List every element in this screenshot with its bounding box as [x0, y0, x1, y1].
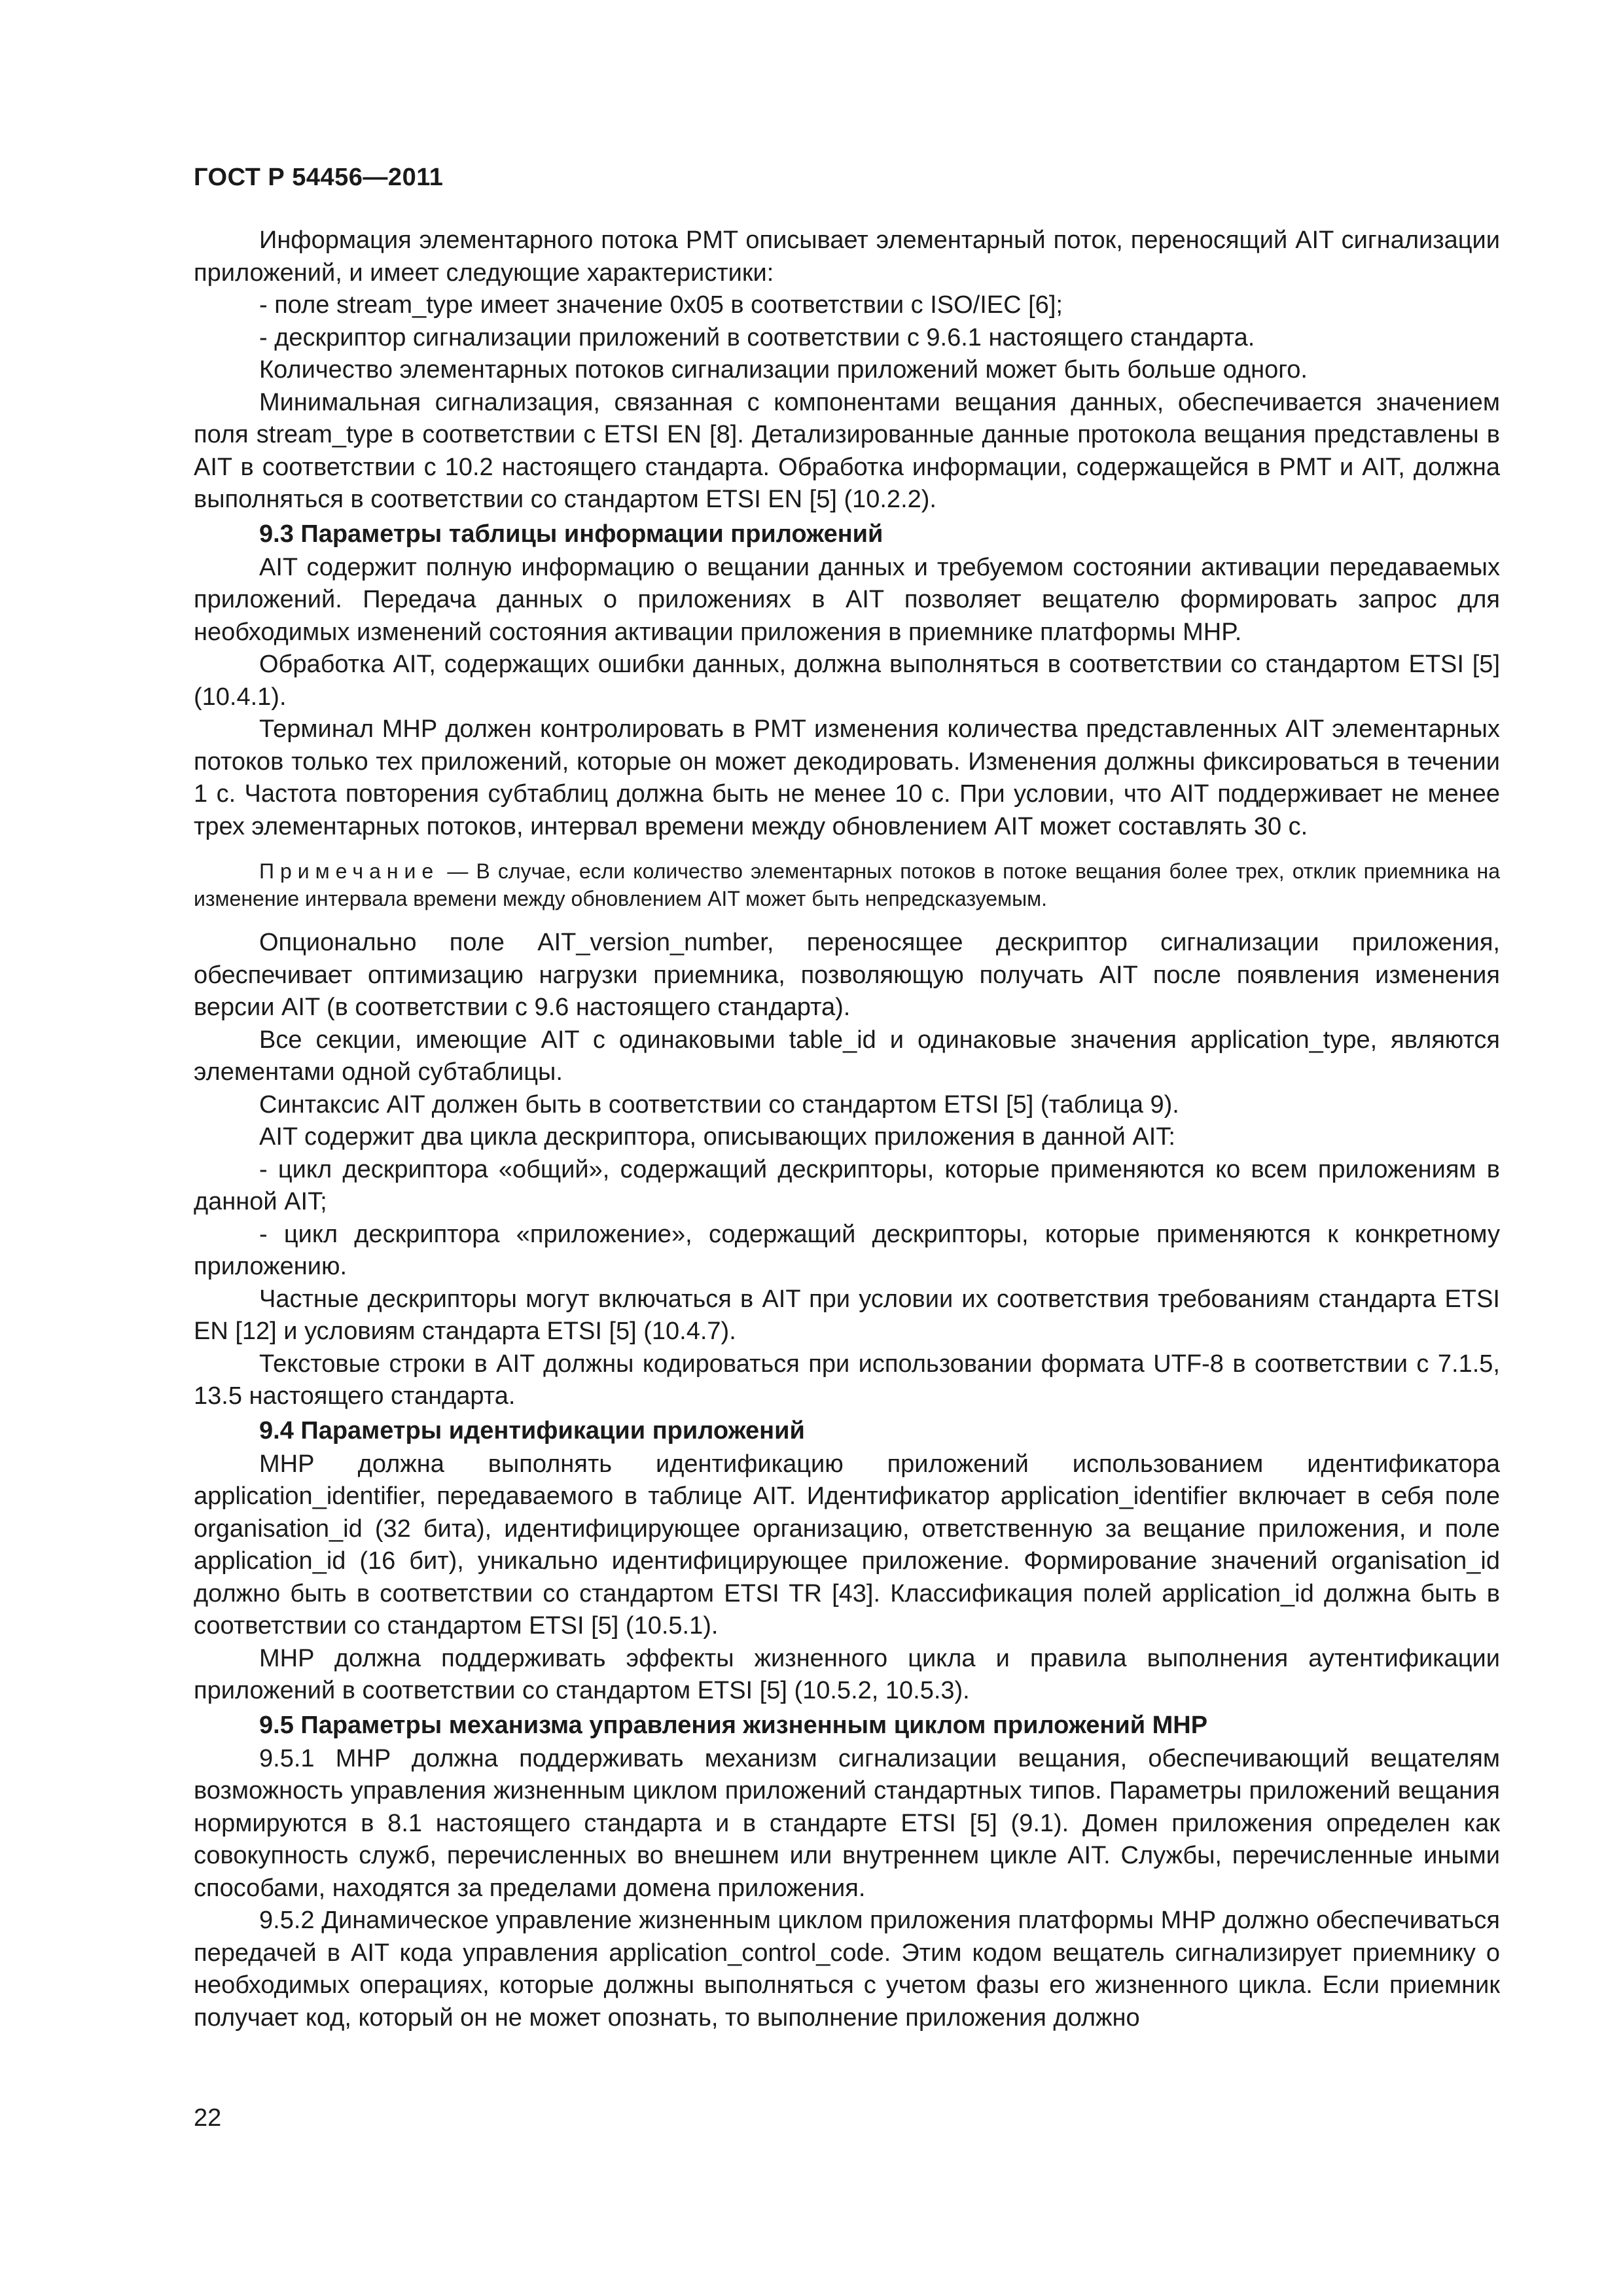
list-item: - дескриптор сигнализации приложений в соответствии с 9.6.1 настоящего стандарта.	[259, 323, 1255, 351]
paragraph: Информация элементарного потока PMT описывает элементарный поток, переносящий AIT сигнализации приложений, и имеет следующие характеристики:	[194, 226, 1500, 287]
note	[194, 857, 1500, 912]
list-item: - цикл дескриптора «общий», содержащий дескрипторы, которые применяются ко всем приложениям в данной AIT;	[194, 1155, 1500, 1215]
section-heading-9-4: 9.4 Параметры идентификации приложений	[259, 1416, 805, 1444]
paragraph: Опционально поле AIT_version_number, переносящее дескриптор сигнализации приложения, обеспечивает оптимизацию нагрузки приемника, позволяющую получать AIT после появления изменения версии AIT (в соответствии с 9.6 настоящего стандарта).	[194, 929, 1500, 1021]
note-label: Примечание	[259, 859, 440, 883]
paragraph: Текстовые строки в AIT должны кодироваться при использовании формата UTF-8 в соответствии с 7.1.5, 13.5 настоящего стандарта.	[194, 1350, 1500, 1410]
paragraph: Минимальная сигнализация, связанная с компонентами вещания данных, обеспечивается значением поля stream_type в соответствии с ETSI EN [8]. Детализированные данные протокола вещания представлены в AIT в соответствии с 10.2 настоящего стандарта. Обработка информации, содержащейся в PMT и AIT, должна выполняться в соответствии со стандартом ETSI EN [5] (10.2.2).	[194, 388, 1500, 513]
paragraph: Терминал MHP должен контролировать в PMT изменения количества представленных AIT элементарных потоков только тех приложений, которые он может декодировать. Изменения должны фиксироваться в течении 1 с. Частота повторения субтаблиц должна быть не менее 10 с. При условии, что AIT поддерживает не менее трех элементарных потоков, интервал времени между обновлением AIT может составлять 30 с.	[194, 715, 1500, 840]
section-heading-9-5: 9.5 Параметры механизма управления жизненным циклом приложений MHP	[259, 1711, 1208, 1739]
standard-code: ГОСТ Р 54456—2011	[194, 164, 444, 191]
paragraph: MHP должна поддерживать эффекты жизненного цикла и правила выполнения аутентификации приложений в соответствии со стандартом ETSI [5] (10.5.2, 10.5.3).	[194, 1644, 1500, 1704]
paragraph: Все секции, имеющие AIT с одинаковыми table_id и одинаковые значения application_type, являются элементами одной субтаблицы.	[194, 1026, 1500, 1086]
paragraph: 9.5.1 MHP должна поддерживать механизм сигнализации вещания, обеспечивающий вещателям возможность управления жизненным циклом приложений стандартных типов. Параметры приложений вещания нормируются в 8.1 настоящего стандарта и в стандарте ETSI [5] (9.1). Домен приложения определен как совокупность служб, перечисленных во внешнем или внутреннем цикле AIT. Службы, перечисленные иными способами, находятся за пределами домена приложения.	[194, 1744, 1500, 1902]
paragraph: AIT содержит полную информацию о вещании данных и требуемом состоянии активации передаваемых приложений. Передача данных о приложениях в AIT позволяет вещателю формировать запрос для необходимых изменений состояния активации приложения в приемнике платформы MHP.	[194, 553, 1500, 646]
paragraph: Синтаксис AIT должен быть в соответствии со стандартом ETSI [5] (таблица 9).	[259, 1090, 1179, 1119]
list-item: - поле stream_type имеет значение 0x05 в соответствии с ISO/IEC [6];	[259, 291, 1063, 319]
note-text: — В случае, если количество элементарных потоков в потоке вещания более трех, отклик приемника на изменение интервала времени между обновлением AIT может быть непредсказуемым.	[194, 859, 1500, 910]
section-heading-9-3: 9.3 Параметры таблицы информации приложений	[259, 520, 883, 548]
paragraph: MHP должна выполнять идентификацию приложений использованием идентификатора application_identifier, передаваемого в таблице AIT. Идентификатор application_identifier включает в себя поле organisation_id (32 бита), идентифицирующее организацию, ответственную за вещание приложения, и поле application_id (16 бит), уникально идентифицирующее приложение. Формирование значений organisation_id должно быть в соответствии со стандартом ETSI TR [43]. Классификация полей application_id должна быть в соответствии со стандартом ETSI [5] (10.5.1).	[194, 1450, 1500, 1640]
list-item: - цикл дескриптора «приложение», содержащий дескрипторы, которые применяются к конкретному приложению.	[194, 1220, 1500, 1280]
paragraph: 9.5.2 Динамическое управление жизненным циклом приложения платформы MHP должно обеспечиваться передачей в AIT кода управления application_control_code. Этим кодом вещатель сигнализирует приемнику о необходимых операциях, которые должны выполняться с учетом фазы его жизненного цикла. Если приемник получает код, который он не может опознать, то выполнение приложения должно	[194, 1907, 1500, 2032]
paragraph: Количество элементарных потоков сигнализации приложений может быть больше одного.	[259, 356, 1308, 384]
paragraph: Обработка AIT, содержащих ошибки данных, должна выполняться в соответствии со стандартом ETSI [5] (10.4.1).	[194, 651, 1500, 711]
document-body	[194, 224, 1500, 2034]
paragraph: AIT содержит два цикла дескриптора, описывающих приложения в данной AIT:	[259, 1123, 1175, 1151]
paragraph: Частные дескрипторы могут включаться в AIT при условии их соответствия требованиям стандарта ETSI EN [12] и условиям стандарта ETSI [5] (10.4.7).	[194, 1285, 1500, 1345]
page-number: 22	[194, 2104, 222, 2132]
